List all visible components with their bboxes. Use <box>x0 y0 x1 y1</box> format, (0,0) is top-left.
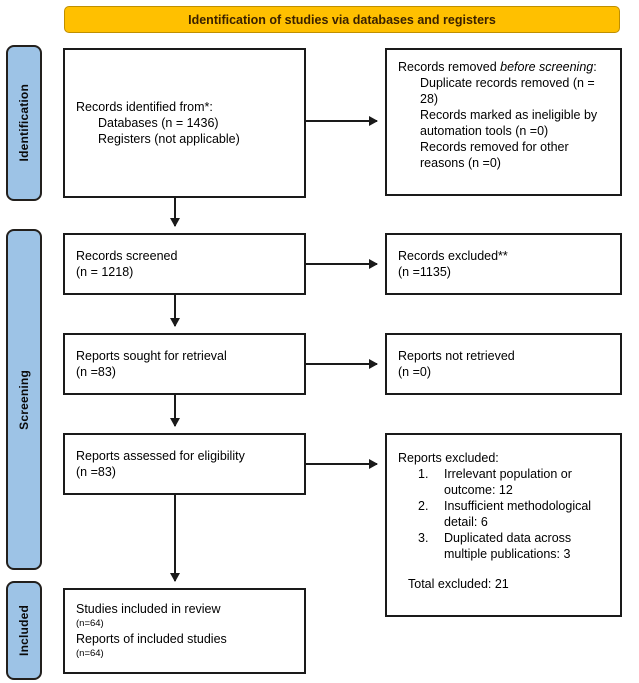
box-reports-not-retrieved <box>385 333 622 395</box>
reports-not-retrieved-label: Reports not retrieved <box>398 349 515 363</box>
records-identified-databases: Databases (n = 1436) <box>98 116 219 130</box>
reports-excluded-item-3 <box>398 530 610 562</box>
arrow-assessed-to-reports-excluded <box>306 463 377 465</box>
records-removed-title <box>398 59 610 75</box>
arrow-identified-to-screened <box>174 198 176 226</box>
records-screened-label: Records screened <box>76 249 178 263</box>
box-reports-assessed <box>63 433 306 495</box>
records-identified-title: Records identified from*: <box>76 100 213 114</box>
arrow-assessed-to-included <box>174 495 176 581</box>
arrow-screened-to-excluded <box>306 263 377 265</box>
diagram-header-banner <box>64 6 620 33</box>
reports-excluded-item-3-num: 3. <box>418 531 429 545</box>
reports-not-retrieved-count: (n =0) <box>398 365 432 379</box>
reports-assessed-count: (n =83) <box>76 465 116 479</box>
records-identified-registers: Registers (not applicable) <box>98 132 240 146</box>
records-removed-title-suffix: : <box>593 60 597 74</box>
reports-included-count: (n=64) <box>76 648 104 659</box>
box-records-screened <box>63 233 306 295</box>
reports-excluded-total: Total excluded: 21 <box>408 577 509 591</box>
box-reports-excluded <box>385 433 622 617</box>
box-records-identified <box>63 48 306 198</box>
box-studies-included <box>63 588 306 674</box>
box-records-removed <box>385 48 622 196</box>
reports-excluded-item-2 <box>398 498 610 530</box>
reports-excluded-item-1 <box>398 466 610 498</box>
records-excluded-count: (n =1135) <box>398 265 451 279</box>
records-removed-item-duplicates: Duplicate records removed (n = 28) <box>420 76 595 106</box>
stage-included-label: Included <box>17 605 31 656</box>
records-removed-item-other: Records removed for other reasons (n =0) <box>420 140 569 170</box>
reports-excluded-item-1-num: 1. <box>418 467 429 481</box>
reports-excluded-title: Reports excluded: <box>398 451 499 465</box>
stage-included <box>6 581 42 680</box>
records-removed-title-prefix: Records removed <box>398 60 501 74</box>
reports-assessed-label: Reports assessed for eligibility <box>76 449 245 463</box>
studies-included-count: (n=64) <box>76 617 104 629</box>
stage-screening-label: Screening <box>17 369 31 430</box>
records-screened-count: (n = 1218) <box>76 265 134 279</box>
reports-excluded-item-2-text: Insufficient methodological detail: 6 <box>444 499 592 529</box>
arrow-sought-to-not-retrieved <box>306 363 377 365</box>
records-removed-title-italic: before screening <box>500 60 594 74</box>
records-removed-item-automation: Records marked as ineligible by automation tools (n =0) <box>420 108 598 138</box>
reports-sought-count: (n =83) <box>76 365 116 379</box>
studies-included-label: Studies included in review <box>76 601 221 616</box>
arrow-sought-to-assessed <box>174 395 176 426</box>
box-records-excluded <box>385 233 622 295</box>
arrow-screened-to-sought <box>174 295 176 326</box>
reports-sought-label: Reports sought for retrieval <box>76 349 227 363</box>
arrow-identified-to-removed <box>306 120 377 122</box>
reports-excluded-item-1-text: Irrelevant population or outcome: 12 <box>444 467 572 497</box>
stage-screening <box>6 229 42 570</box>
stage-identification-label: Identification <box>17 84 31 162</box>
reports-included-label: Reports of included studies <box>76 632 227 646</box>
records-excluded-label: Records excluded** <box>398 249 508 263</box>
reports-excluded-item-2-num: 2. <box>418 499 429 513</box>
reports-excluded-item-3-text: Duplicated data across multiple publications: 3 <box>444 531 572 561</box>
box-reports-sought <box>63 333 306 395</box>
stage-identification <box>6 45 42 201</box>
diagram-title: Identification of studies via databases and registers <box>188 12 496 27</box>
